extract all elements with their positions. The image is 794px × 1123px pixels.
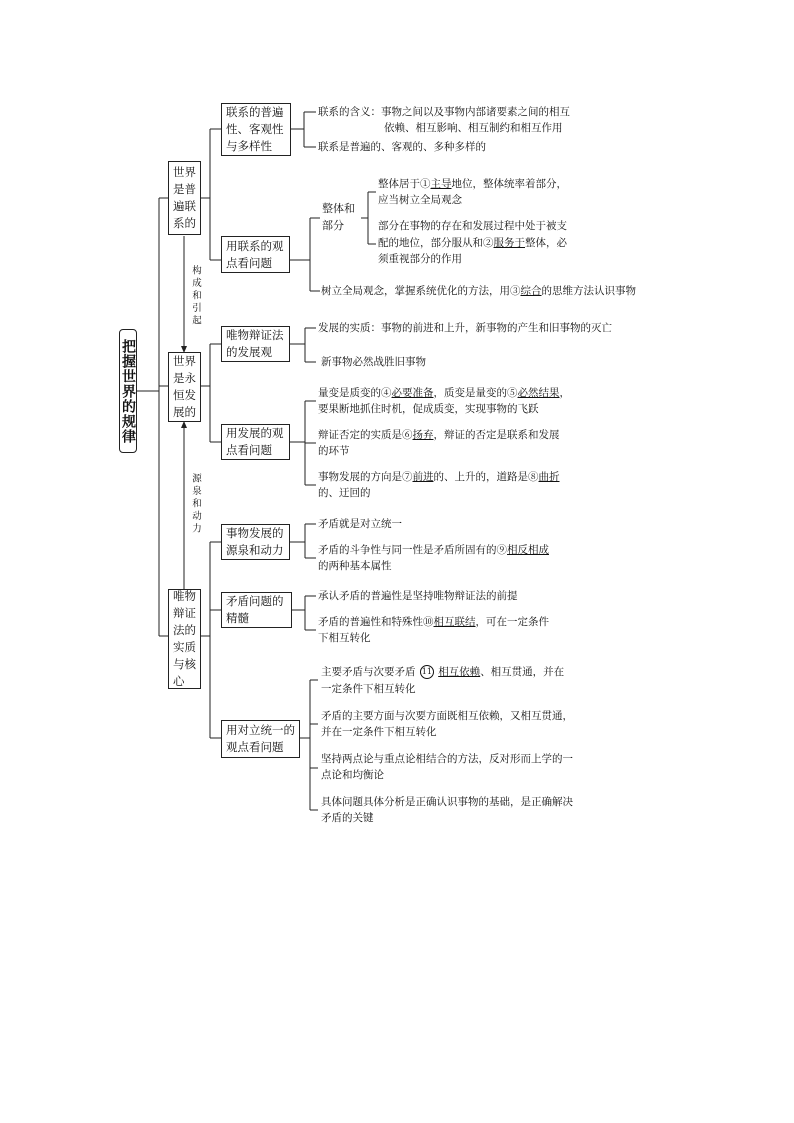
answer-8: 曲折: [538, 471, 560, 483]
answer-3: 综合: [520, 285, 542, 297]
leaf-part-subordinate-end: 须重视部分的作用: [378, 253, 462, 265]
answer-1: 主导: [430, 178, 452, 190]
answer-4: 必要准备: [391, 387, 434, 399]
leaf-concrete-analysis-cont: 矛盾的关键: [321, 812, 374, 824]
leaf-connection-meaning: 联系的含义：事物之间以及事物内部诸要素之间的相互: [318, 106, 570, 118]
node-development-view: 唯物辩证法的发展观: [221, 326, 290, 362]
answer-9: 相反相成: [507, 544, 549, 556]
answer-5: 必然结果: [517, 387, 560, 399]
link-label-down: 源泉和动力: [190, 473, 201, 536]
leaf-struggle-identity-cont: 的两种基本属性: [318, 560, 392, 572]
leaf-system-optimization: 树立全局观念，掌握系统优化的方法，用③综合的思维方法认识事物: [321, 285, 636, 297]
answer-11: 相互依赖: [438, 666, 481, 678]
node-eternal-development: 世界是永恒发展的: [168, 352, 201, 422]
leaf-connection-universal: 联系是普遍的、客观的、多种多样的: [318, 141, 486, 153]
leaf-contradiction-unity: 矛盾就是对立统一: [318, 518, 402, 530]
leaf-concrete-analysis: 具体问题具体分析是正确认识事物的基础，是正确解决: [321, 796, 573, 808]
leaf-connection-meaning-cont: 依赖、相互影响、相互制约和相互作用: [384, 122, 563, 134]
leaf-struggle-identity: 矛盾的斗争性与同一性是矛盾所固有的⑨相反相成: [318, 544, 549, 556]
leaf-development-direction: 事物发展的方向是⑦前进的、上升的，道路是⑧曲折: [318, 471, 560, 483]
leaf-universality-premise: 承认矛盾的普遍性是坚持唯物辩证法的前提: [318, 590, 518, 602]
link-label-up: 构成和引起: [190, 265, 201, 328]
leaf-dialectical-negation-cont: 的环节: [318, 445, 350, 457]
leaf-principal-aspect-cont: 并在一定条件下相互转化: [321, 726, 437, 738]
number-11-icon: 11: [420, 665, 434, 679]
node-development-viewpoint: 用发展的观点看问题: [221, 424, 290, 460]
label-whole-and-part: 整体和部分: [322, 202, 355, 232]
leaf-principal-aspect: 矛盾的主要方面与次要方面既相互依赖，又相互贯通，: [321, 710, 573, 722]
leaf-development-essence: 发展的实质：事物的前进和上升，新事物的产生和旧事物的灭亡: [318, 322, 612, 334]
leaf-quantitative-change-cont: 要果断地抓住时机，促成质变，实现事物的飞跃: [318, 403, 539, 415]
leaf-dialectical-negation: 辩证否定的实质是⑥扬弃，辩证的否定是联系和发展: [318, 429, 560, 441]
leaf-part-subordinate-cont: 配的地位，部分服从和②服务于整体，必: [378, 237, 567, 249]
leaf-development-direction-cont: 的、迂回的: [318, 487, 371, 499]
leaf-new-defeats-old: 新事物必然战胜旧事物: [321, 356, 426, 368]
node-source-and-power: 事物发展的源泉和动力: [221, 524, 290, 560]
leaf-universality-particularity: 矛盾的普遍性和特殊性⑩相互联结，可在一定条件: [318, 616, 549, 628]
leaf-whole-dominant: 整体居于①主导地位，整体统率着部分，: [378, 178, 567, 190]
node-connection-viewpoint: 用联系的观点看问题: [221, 236, 290, 273]
node-universal-connection: 世界是普遍联系的: [168, 161, 201, 235]
leaf-principal-contradiction-cont: 一定条件下相互转化: [321, 683, 416, 695]
answer-10: 相互联结: [433, 616, 476, 628]
node-contradiction-essence: 矛盾问题的精髓: [221, 592, 292, 628]
root-node: 把握世界的规律: [119, 329, 137, 453]
leaf-universality-particularity-cont: 下相互转化: [318, 632, 371, 644]
answer-6: 扬弃: [412, 429, 434, 441]
node-unity-of-opposites: 用对立统一的观点看问题: [221, 720, 300, 758]
leaf-principal-contradiction: 主要矛盾与次要矛盾 11 相互依赖、相互贯通，并在: [321, 666, 565, 678]
leaf-two-point-theory-cont: 点论和均衡论: [321, 769, 384, 781]
answer-7: 前进: [412, 471, 434, 483]
leaf-part-subordinate: 部分在事物的存在和发展过程中处于被支: [378, 220, 567, 232]
leaf-whole-dominant-cont: 应当树立全局观念: [378, 194, 462, 206]
node-dialectics-core: 唯物辩证法的实质与核心: [168, 589, 201, 689]
node-connection-properties: 联系的普遍性、客观性与多样性: [221, 103, 291, 156]
answer-2: 服务于: [493, 237, 525, 249]
leaf-quantitative-change: 量变是质变的④必要准备，质变是量变的⑤必然结果，: [318, 387, 570, 399]
leaf-two-point-theory: 坚持两点论与重点论相结合的方法，反对形而上学的一: [321, 753, 573, 765]
